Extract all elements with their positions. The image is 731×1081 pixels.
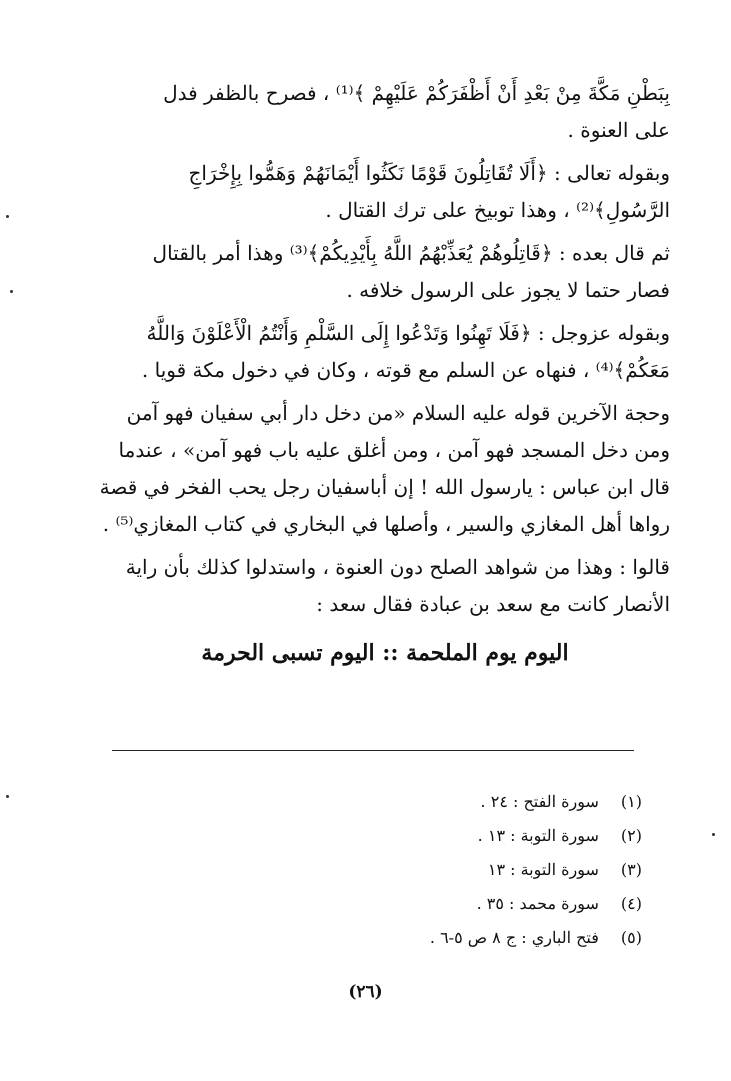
text-line: على العنوة . (567, 118, 670, 142)
scan-speck (6, 795, 9, 798)
footnote-text: سورة محمد : ٣٥ . (476, 894, 599, 913)
scan-speck (712, 833, 715, 836)
text-line: وبقوله تعالى : ﴿أَلَا تُقَاتِلُونَ قَوْمًا نَكَثُوا أَيْمَانَهُمْ وَهَمُّوا بِإِخْرَاجِ (188, 161, 670, 185)
main-text (100, 75, 670, 673)
footnote-text: فتح الباري : ج ٨ ص ٥-٦ . (429, 928, 599, 947)
footnote-item (300, 853, 642, 887)
scan-speck (6, 215, 9, 218)
footnote-item (300, 921, 642, 955)
footnote-item (300, 785, 642, 819)
footnote-text: سورة التوبة : ١٣ . (477, 826, 599, 845)
footnote-number: (١) (620, 792, 642, 811)
footnote-text: سورة التوبة : ١٣ (487, 860, 599, 879)
text-line: فصار حتما لا يجوز على الرسول خلافه . (346, 278, 670, 302)
text-line: قال ابن عباس : يارسول الله ! إن أباسفيان رجل يحب الفخر في قصة (100, 475, 670, 499)
footnotes (300, 785, 642, 955)
text-line: الأنصار كانت مع سعد بن عبادة فقال سعد : (316, 592, 670, 616)
text-line: الرَّسُولِ﴾⁽²⁾ ، وهذا توبيخ على ترك القتال . (325, 198, 670, 222)
text-line: ومن دخل المسجد فهو آمن ، ومن أغلق عليه باب فهو آمن» ، عندما (118, 438, 670, 462)
footnote-number: (٢) (620, 826, 642, 845)
text-line: رواها أهل المغازي والسير ، وأصلها في البخاري في كتاب المغازي⁽⁵⁾ . (102, 512, 670, 536)
footnote-item (300, 819, 642, 853)
footnote-divider (112, 750, 634, 751)
text-line: مَعَكُمْ﴾⁽⁴⁾ ، فنهاه عن السلم مع قوته ، وكان في دخول مكة قويا . (141, 358, 670, 382)
text-line: وبقوله عزوجل : ﴿فَلَا تَهِنُوا وَتَدْعُوا إِلَى السَّلْمِ وَأَنْتُمُ الْأَعْلَوْنَ وَاللَّهُ (146, 321, 670, 345)
text-line: قالوا : وهذا من شواهد الصلح دون العنوة ، واستدلوا كذلك بأن راية (125, 555, 670, 579)
page-number: (٢٦) (348, 982, 383, 1002)
footnote-item (300, 887, 642, 921)
poem-verse: اليوم يوم الملحمة :: اليوم تسبى الحرمة (201, 640, 569, 666)
scan-speck (10, 290, 13, 293)
footnote-number: (٥) (620, 928, 642, 947)
text-line: ثم قال بعده : ﴿قَاتِلُوهُمْ يُعَذِّبْهُمُ اللَّهُ بِأَيْدِيكُمْ﴾⁽³⁾ وهذا أمر بالقتال (152, 241, 670, 265)
footnote-number: (٣) (620, 860, 642, 879)
text-line: وحجة الآخرين قوله عليه السلام «من دخل دار أبي سفيان فهو آمن (126, 401, 670, 425)
footnote-text: سورة الفتح : ٢٤ . (480, 792, 599, 811)
text-line: بِبَطْنِ مَكَّةَ مِنْ بَعْدِ أَنْ أَظْفَرَكُمْ عَلَيْهِمْ ﴾⁽¹⁾ ، فصرح بالظفر فدل (163, 81, 670, 105)
footnote-number: (٤) (620, 894, 642, 913)
